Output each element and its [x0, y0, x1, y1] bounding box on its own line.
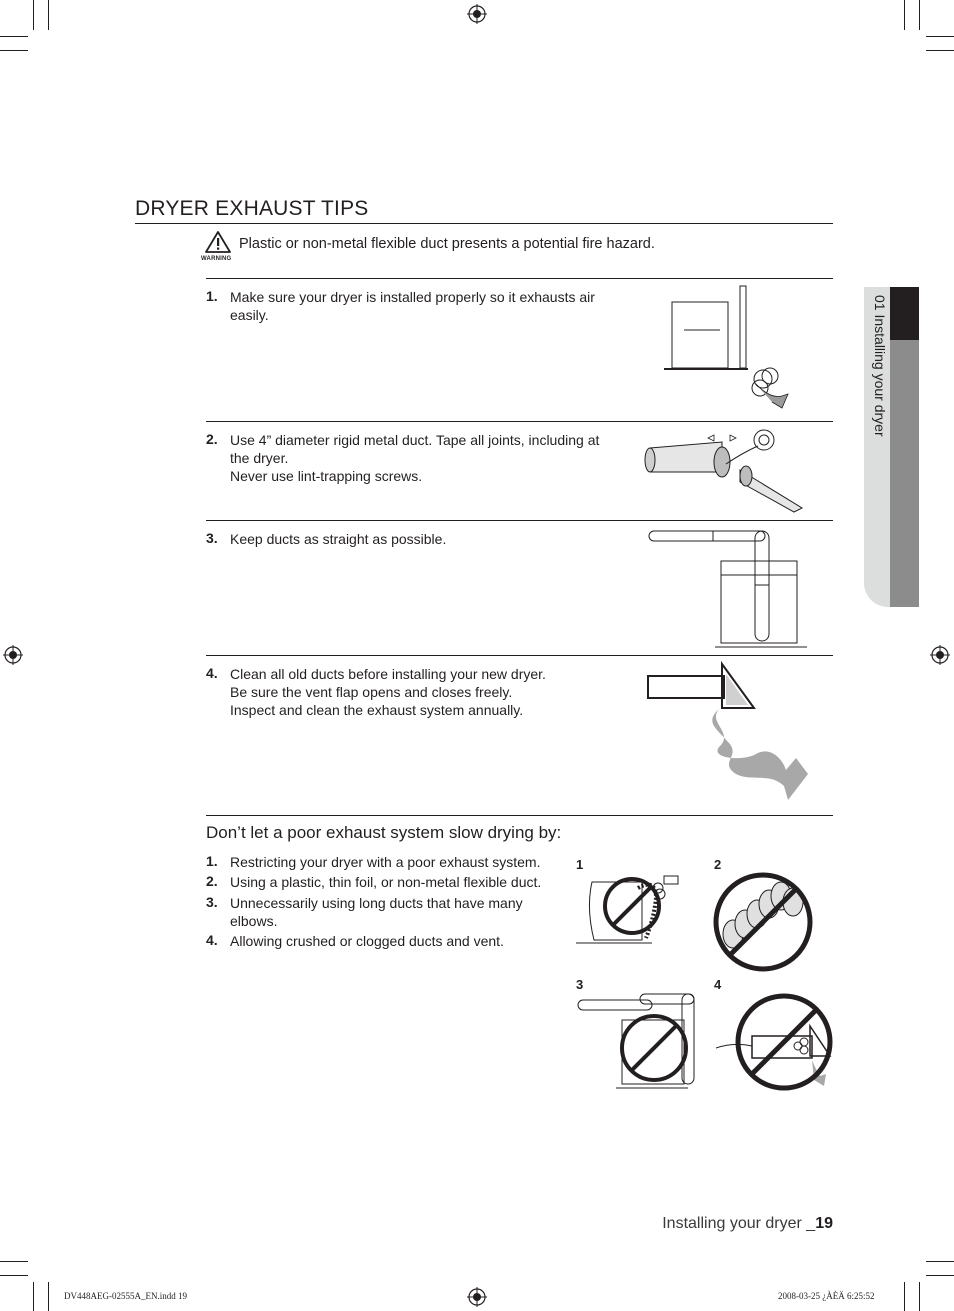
crop-mark	[33, 0, 34, 30]
straight-duct-illustration	[645, 527, 810, 649]
crop-mark	[0, 1261, 28, 1262]
section-rule	[206, 278, 833, 279]
page-footer	[600, 1215, 833, 1233]
warning-label: WARNING	[201, 256, 232, 262]
step-number: 2.	[206, 431, 218, 447]
crop-mark	[48, 1282, 49, 1311]
registration-mark-icon	[467, 4, 487, 24]
step-line: Keep ducts as straight as possible.	[230, 531, 447, 547]
list-number: 4.	[206, 932, 218, 948]
vent-flap-illustration	[646, 662, 812, 802]
no-symbol-icon	[713, 872, 817, 972]
figure-number: 2	[714, 857, 722, 872]
crop-mark	[0, 50, 28, 51]
dryer-exhaust-illustration	[660, 284, 800, 410]
step-text	[230, 530, 625, 548]
side-tab-marker	[890, 287, 919, 340]
registration-mark-icon	[3, 645, 23, 665]
step-line: easily.	[230, 307, 269, 323]
list-line: Unnecessarily using long ducts that have many	[230, 895, 523, 911]
crop-mark	[919, 1282, 920, 1311]
crop-mark	[33, 1282, 34, 1311]
registration-mark-icon	[930, 645, 950, 665]
list-item	[230, 873, 560, 891]
step-text	[230, 665, 625, 719]
step-line: Never use lint-trapping screws.	[230, 468, 423, 484]
figure-number: 3	[576, 977, 584, 992]
list-number: 1.	[206, 853, 218, 869]
step-line: Inspect and clean the exhaust system annually.	[230, 702, 524, 718]
list-item	[230, 932, 560, 950]
crop-mark	[904, 0, 905, 30]
figure-number: 4	[714, 977, 722, 992]
slug-left: DV448AEG-02555A_EN.indd 19	[64, 1291, 187, 1301]
list-line: Restricting your dryer with a poor exhaust system.	[230, 854, 541, 870]
section-rule	[206, 815, 833, 816]
restricted-dryer-figure	[576, 868, 700, 948]
step-text	[230, 288, 625, 324]
warning-triangle-icon	[205, 231, 231, 253]
step-number: 1.	[206, 288, 218, 304]
list-item	[230, 853, 560, 871]
clogged-duct-figure	[714, 990, 838, 1094]
title-rule	[135, 223, 833, 224]
list-item	[230, 894, 560, 930]
crop-mark	[0, 36, 28, 37]
side-tab-stripe	[890, 340, 919, 607]
crop-mark	[926, 36, 954, 37]
section-rule	[206, 421, 833, 422]
list-line: elbows.	[230, 913, 278, 929]
step-line: Clean all old ducts before installing your new dryer.	[230, 666, 546, 682]
footer-label: Installing your dryer _	[662, 1215, 816, 1232]
crop-mark	[919, 0, 920, 30]
elbow-duct-figure	[576, 990, 700, 1090]
section-rule	[206, 655, 833, 656]
crop-mark	[904, 1282, 905, 1311]
section-rule	[206, 520, 833, 521]
page-number: 19	[815, 1215, 833, 1232]
crop-mark	[926, 1261, 954, 1262]
registration-mark-icon	[467, 1287, 487, 1307]
warning-text: Plastic or non-metal flexible duct presents a potential fire hazard.	[239, 236, 655, 252]
step-line: the dryer.	[230, 450, 289, 466]
list-line: Using a plastic, thin foil, or non-metal flexible duct.	[230, 874, 542, 890]
page-title: DRYER EXHAUST TIPS	[135, 197, 369, 220]
list-number: 3.	[206, 894, 218, 910]
crop-mark	[0, 1275, 28, 1276]
list-line: Allowing crushed or clogged ducts and vent.	[230, 933, 504, 949]
step-line: Be sure the vent flap opens and closes freely.	[230, 684, 513, 700]
subheading: Don’t let a poor exhaust system slow drying by:	[206, 823, 562, 842]
step-number: 3.	[206, 530, 218, 546]
crop-mark	[926, 1275, 954, 1276]
taped-duct-illustration	[644, 428, 812, 514]
list-number: 2.	[206, 873, 218, 889]
step-number: 4.	[206, 665, 218, 681]
crop-mark	[926, 50, 954, 51]
slug-right: 2008-03-25 ¿ÀÈÄ 6:25:52	[778, 1291, 875, 1301]
crop-mark	[48, 0, 49, 30]
step-line: Make sure your dryer is installed properly so it exhausts air	[230, 289, 595, 305]
step-text	[230, 431, 625, 485]
figure-number: 1	[576, 857, 584, 872]
side-tab-label: 01 Installing your dryer	[872, 295, 888, 437]
step-line: Use 4” diameter rigid metal duct. Tape all joints, including at	[230, 432, 600, 448]
